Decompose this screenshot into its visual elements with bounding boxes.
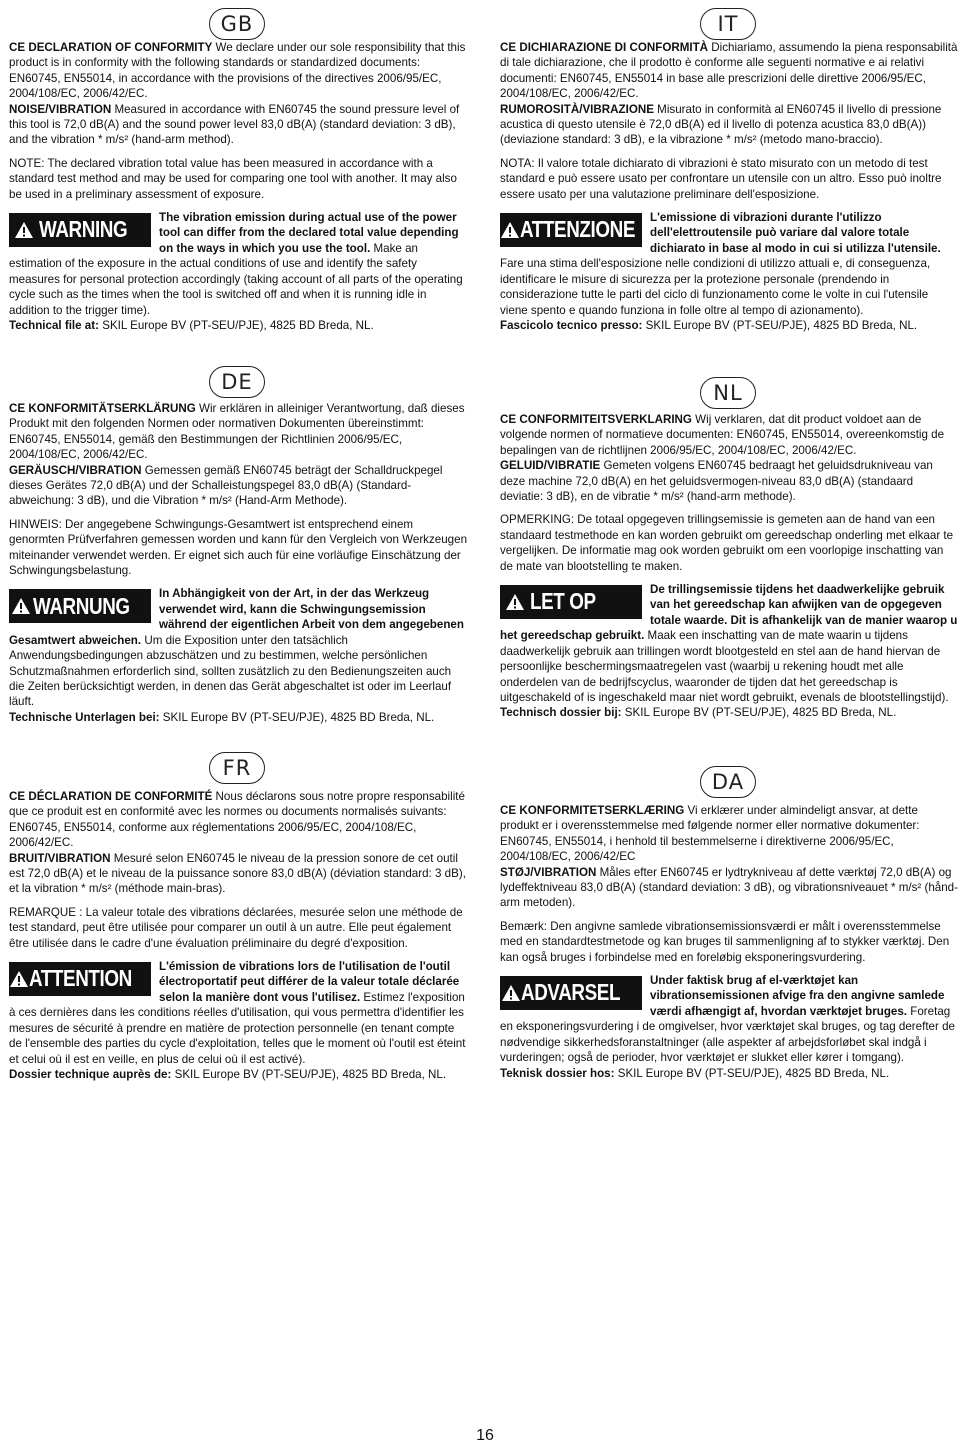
technical-file-paragraph <box>500 705 958 720</box>
note-paragraph: Bemærk: Den angivne samlede vibrationsemissionsværdi er målt i overensstemmelse med en standardtestmetode og kan bruges til sammenligning af to stykker værktøj. Den kan også bruges i forbindelse med en foreløbig eksponeringsvurdering. <box>500 919 950 964</box>
declaration-title: CE DECLARATION OF CONFORMITY <box>9 41 213 54</box>
warning-triangle-icon <box>500 213 520 247</box>
noise-vibration-paragraph <box>500 102 958 148</box>
noise-vibration-paragraph <box>9 851 467 897</box>
technical-file-title: Technisch dossier bij: <box>500 706 622 720</box>
technical-file-paragraph <box>500 318 958 333</box>
technical-file-title: Teknisk dossier hos: <box>500 1066 615 1080</box>
technical-file-text: SKIL Europe BV (PT-SEU/PJE), 4825 BD Breda, NL. <box>98 318 374 332</box>
note-paragraph: OPMERKING: De totaal opgegeven trillingsemissie is gemeten aan de hand van een standaard testmethode en kan worden gebruikt om gereedschap onderling met elkaar te vergelijken. De informatie mag ook worden gebruikt om een voorlopige inschatting van de mate van blootstelling te maken. <box>500 513 954 573</box>
declaration-text: We declare under our sole responsibility that this product is in conformity with the following standards or standardized documents: EN60745, EN55014, in accordance with the provisions of the directives 2006/95/EC, 2004/108/EC, 2006/42/EC. <box>9 41 466 101</box>
technical-file-text: SKIL Europe BV (PT-SEU/PJE), 4825 BD Breda, NL. <box>159 710 435 724</box>
declaration-title: CE DÉCLARATION DE CONFORMITÉ <box>9 790 213 803</box>
note-paragraph: REMARQUE : La valeur totale des vibrations déclarées, mesurée selon une méthode de test standard, peut être utilisée pour comparer un outil à un autre. Elle peut également être utilisée dans le cadre d'une évaluation préliminaire du degré d'exposition. <box>9 905 463 950</box>
warning-triangle-icon <box>500 585 530 619</box>
warning-block <box>500 973 958 1065</box>
language-badge-fr: FR <box>209 752 265 784</box>
declaration-text: Wij verklaren, dat dit product voldoet aan de volgende normen of normatieve documenten: EN60745, EN55014, overeenkomstig de bepalingen van de richtlijnen 2006/95/EC, 2004/108/EC, 2006/42/EC. <box>500 413 945 457</box>
warning-label <box>9 213 151 247</box>
noise-vibration-text: Misurato in conformità al EN60745 il livello di pressione acustica di questo utensile è 72,0 dB(A) ed il livello di potenza acustica 83,0 dB(A)) (deviazione standard: 3 dB), e la vibrazione * m/s² (metodo mano-braccio). <box>500 102 942 147</box>
technical-file-text: SKIL Europe BV (PT-SEU/PJE), 4825 BD Breda, NL. <box>642 318 918 332</box>
note-paragraph: NOTA: Il valore totale dichiarato di vibrazioni è stato misurato con un metodo di test standard e può essere usato per confrontare un utensile con un altro. Esso può inoltre essere usato per una valutazione preliminare dell'esposizione. <box>500 156 942 201</box>
warning-text: Um die Exposition unter den tatsächlich Anwendungsbedingungen abzuschätzen und zu bestimmen, welche persönlichen Schutzmaßnahmen erforderlich sind, sollten zusätzlich zu den Bedienungszeiten auch die Zeiten berücksichtigt werden, in denen das Gerät abgeschaltet ist oder im Leerlauf läuft. <box>9 633 452 709</box>
declaration-paragraph <box>500 412 958 458</box>
noise-vibration-title: STØJ/VIBRATION <box>500 865 597 879</box>
warning-triangle-icon <box>9 213 39 247</box>
noise-vibration-paragraph <box>9 102 467 148</box>
noise-vibration-title: GERÄUSCH/VIBRATION <box>9 463 142 477</box>
section-it-text <box>500 40 958 333</box>
language-badge-da: DA <box>700 766 756 798</box>
warning-block <box>500 582 958 705</box>
warning-label <box>9 962 151 996</box>
warning-text: Foretag en eksponeringsvurdering i de omgivelser, hvor værktøjet skal bruges, og tag derefter de nødvendige sikkerhedsforanstaltninger (alle aspekter af arbejdsforløbet skal indgå i vurderingen; også de perioder, hvor værktøjet er slukket eller kører i tomgang). <box>500 1004 955 1065</box>
technical-file-paragraph <box>9 318 467 333</box>
section-da-text <box>500 803 958 1081</box>
warning-lead: The vibration emission during actual use of the power tool can differ from the declared total value depending on the ways in which you use the tool. <box>159 211 459 255</box>
warning-lead: L'émission de vibrations lors de l'utilisation de l'outil électroportatif peut différer de la valeur totale déclarée selon la manière dont vous l'utilisez. <box>159 960 460 1004</box>
noise-vibration-text: Måles efter EN60745 er lydtrykniveau af dette værktøj 72,0 dB(A) og lydeffektniveau 83,0 dB(A) (standard deviation: 3 dB), og vibrationsniveauet * m/s² (hånd-arm metoden). <box>500 865 958 910</box>
noise-vibration-title: BRUIT/VIBRATION <box>9 851 111 865</box>
language-badge-nl: NL <box>700 377 756 409</box>
warning-lead: De trillingsemissie tijdens het daadwerkelijke gebruik van het gereedschap kan afwijken van de opgegeven totale waarde. Dit is afhankelijk van de manier waarop u het gereedschap gebruikt. <box>500 583 958 643</box>
noise-vibration-text: Mesuré selon EN60745 le niveau de la pression sonore de cet outil est 72,0 dB(A) et le niveau de la puissance sonore 83,0 dB(A) (déviation standard: 3 dB), et la vibration * m/s² (méthode main-bras). <box>9 851 466 896</box>
section-de-text <box>9 401 467 725</box>
warning-word: ADVARSEL <box>521 979 621 1006</box>
warning-word: WARNING <box>39 216 128 243</box>
declaration-text: Dichiariamo, assumendo la piena responsabilità di tale dichiarazione, che il prodotto è conforme alle seguenti normative e ai relativi documenti: EN60745, EN55014 in base alle prescrizioni delle direttive 2006/95/EC, 2004/108/EC, 2006/42/EC. <box>500 41 958 101</box>
language-badge-gb: GB <box>209 8 265 40</box>
warning-block <box>9 959 467 1067</box>
language-badge-it: IT <box>700 8 756 40</box>
declaration-paragraph <box>500 803 958 865</box>
warning-text: Estimez l'exposition à ces dernières dans les conditions réelles d'utilisation, qui vous permettra d'identifier les mesures de sécurité à prendre en matière de protection personnelle (en tenant compte de l'ensemble des parties du cycle d'exploitation, telles que le moment où l'outil est éteint et celui où il est en veille, en plus de celui où il est activé). <box>9 990 466 1066</box>
declaration-title: CE KONFORMITETSERKLÆRING <box>500 804 685 817</box>
declaration-paragraph <box>500 40 958 102</box>
noise-vibration-paragraph <box>500 458 958 504</box>
declaration-paragraph <box>9 401 467 463</box>
technical-file-title: Dossier technique auprès de: <box>9 1067 172 1081</box>
declaration-paragraph <box>9 789 467 851</box>
warning-triangle-icon <box>500 976 521 1010</box>
technical-file-text: SKIL Europe BV (PT-SEU/PJE), 4825 BD Breda, NL. <box>614 1066 890 1080</box>
noise-vibration-text: Gemessen gemäß EN60745 beträgt der Schalldruckpegel dieses Gerätes 72,0 dB(A) und der Schalleistungspegel 83,0 dB(A) (Standard-abweichung: 3 dB), und die Vibration * m/s² (Hand-Arm Methode). <box>9 463 443 508</box>
warning-label <box>9 589 151 623</box>
technical-file-paragraph <box>9 1067 467 1082</box>
warning-lead: Under faktisk brug af el-værktøjet kan vibrationsemissionen afvige fra den angivne samlede værdi afhængigt af, hvordan værktøjet bruges. <box>650 974 945 1018</box>
noise-vibration-title: NOISE/VIBRATION <box>9 102 112 116</box>
note-paragraph: HINWEIS: Der angegebene Schwingungs-Gesamtwert ist entsprechend einem genormten Prüfverfahren gemessen worden und kann für den Vergleich von Werkzeugen miteinander verwendet werden. Er eignet sich auch für eine vorläufige Einschätzung der Schwingungsbelastung. <box>9 517 468 578</box>
warning-text: Maak een inschatting van de mate waarin u tijdens daadwerkelijk gebruik aan trillingen wordt blootgesteld en stel aan de hand hiervan de persoonlijke beschermingsmaatregelen vast (waarbij u rekening houdt met alle onderdelen van de bedrijfscyclus, waaronder de tijden dat het gereedschap is uitgeschakeld of is ingeschakeld maar niet wordt gebruikt, evenals de blootstellingstijd). <box>500 629 949 704</box>
warning-triangle-icon <box>9 962 29 996</box>
warning-word: WARNUNG <box>33 592 130 619</box>
warning-lead: L'emissione di vibrazioni durante l'utilizzo dell'elettroutensile può variare dal valore totale dichiarato in base al modo in cui si utilizza l'utensile. <box>650 211 941 255</box>
declaration-title: CE CONFORMITEITSVERKLARING <box>500 413 692 426</box>
section-fr-text <box>9 789 467 1082</box>
warning-triangle-icon <box>9 589 33 623</box>
technical-file-paragraph <box>9 710 467 725</box>
noise-vibration-paragraph <box>9 463 467 509</box>
technical-file-text: SKIL Europe BV (PT-SEU/PJE), 4825 BD Breda, NL. <box>171 1067 447 1081</box>
warning-block <box>9 586 467 709</box>
noise-vibration-title: RUMOROSITÀ/VIBRAZIONE <box>500 102 654 116</box>
warning-word: LET OP <box>530 588 596 615</box>
warning-text: Make an estimation of the exposure in the actual conditions of use and identify the safety measures for personal protection accordingly (taking account of all parts of the operating cycle such as the times when the tool is switched off and when it is running idle in addition to the trigger time). <box>9 241 463 317</box>
warning-lead: In Abhängigkeit von der Art, in der das Werkzeug verwendet wird, kann die Schwingungsemission während der eigentlichen Arbeit von dem angegebenen Gesamtwert abweichen. <box>9 587 464 647</box>
technical-file-title: Technische Unterlagen bei: <box>9 710 160 724</box>
warning-text: Fare una stima dell'esposizione nelle condizioni di utilizzo attuali e, di conseguenza, identificare le misure di sicurezza per la protezione personale (prendendo in considerazione tutte le parti del ciclo di funzionamento come le volte in cui l'utensile viene spento e quando funziona in folle oltre al tempo di azionamento). <box>500 257 931 317</box>
page-number: 16 <box>476 1427 494 1444</box>
declaration-text: Nous déclarons sous notre propre responsabilité que ce produit est en conformité avec les normes ou documents normalisés suivants: EN60745, EN55014, conforme aux réglementations 2006/95/EC, 2004/108/EC, 2006/42/EC. <box>9 790 465 850</box>
section-nl-text <box>500 412 958 721</box>
note-paragraph: NOTE: The declared vibration total value has been measured in accordance with a standard test method and may be used for comparing one tool with another. It may also be used in a preliminary assessment of exposure. <box>9 156 457 201</box>
technical-file-text: SKIL Europe BV (PT-SEU/PJE), 4825 BD Breda, NL. <box>621 706 897 720</box>
noise-vibration-text: Measured in accordance with EN60745 the sound pressure level of this tool is 72,0 dB(A) and the sound power level 83,0 dB(A) (standard deviation: 3 dB), and the vibration * m/s² (hand-arm method). <box>9 102 460 147</box>
warning-label <box>500 976 642 1010</box>
noise-vibration-text: Gemeten volgens EN60745 bedraagt het geluidsdrukniveau van deze machine 72,0 dB(A) en het geluidsvermogen-niveau 83,0 dB(A) (standaard deviatie: 3 dB), en de vibratie * m/s² (hand-arm methode). <box>500 459 933 504</box>
declaration-text: Wir erklären in alleiniger Verantwortung, daß dieses Produkt mit den folgenden Normen oder normativen Dokumenten übereinstimmt: EN60745, EN55014, gemäß den Bestimmungen der Richtlinien 2006/95/EC, 2004/108/EC, 2006/42/EC. <box>9 402 465 462</box>
technical-file-paragraph <box>500 1066 958 1081</box>
warning-block <box>9 210 467 318</box>
declaration-text: Vi erklærer under almindeligt ansvar, at dette produkt er i overensstemmelse med følgende normer eller normative dokumenter: EN60745, EN55014, i henhold til bestemmelserne i direktiverne 2006/95/EC, 2004/108/EC, 2006/42/EC <box>500 804 920 864</box>
declaration-paragraph <box>9 40 467 102</box>
noise-vibration-paragraph <box>500 865 958 911</box>
noise-vibration-title: GELUID/VIBRATIE <box>500 459 601 473</box>
declaration-title: CE KONFORMITÄTSERKLÄRUNG <box>9 402 196 415</box>
technical-file-title: Technical file at: <box>9 318 99 332</box>
warning-block <box>500 210 958 318</box>
declaration-title: CE DICHIARAZIONE DI CONFORMITÀ <box>500 41 709 54</box>
language-badge-de: DE <box>209 366 265 398</box>
warning-label <box>500 213 642 247</box>
section-gb-text <box>9 40 467 333</box>
warning-word: ATTENZIONE <box>520 216 635 243</box>
technical-file-title: Fascicolo tecnico presso: <box>500 318 643 332</box>
warning-word: ATTENTION <box>29 965 132 992</box>
warning-label <box>500 585 642 619</box>
